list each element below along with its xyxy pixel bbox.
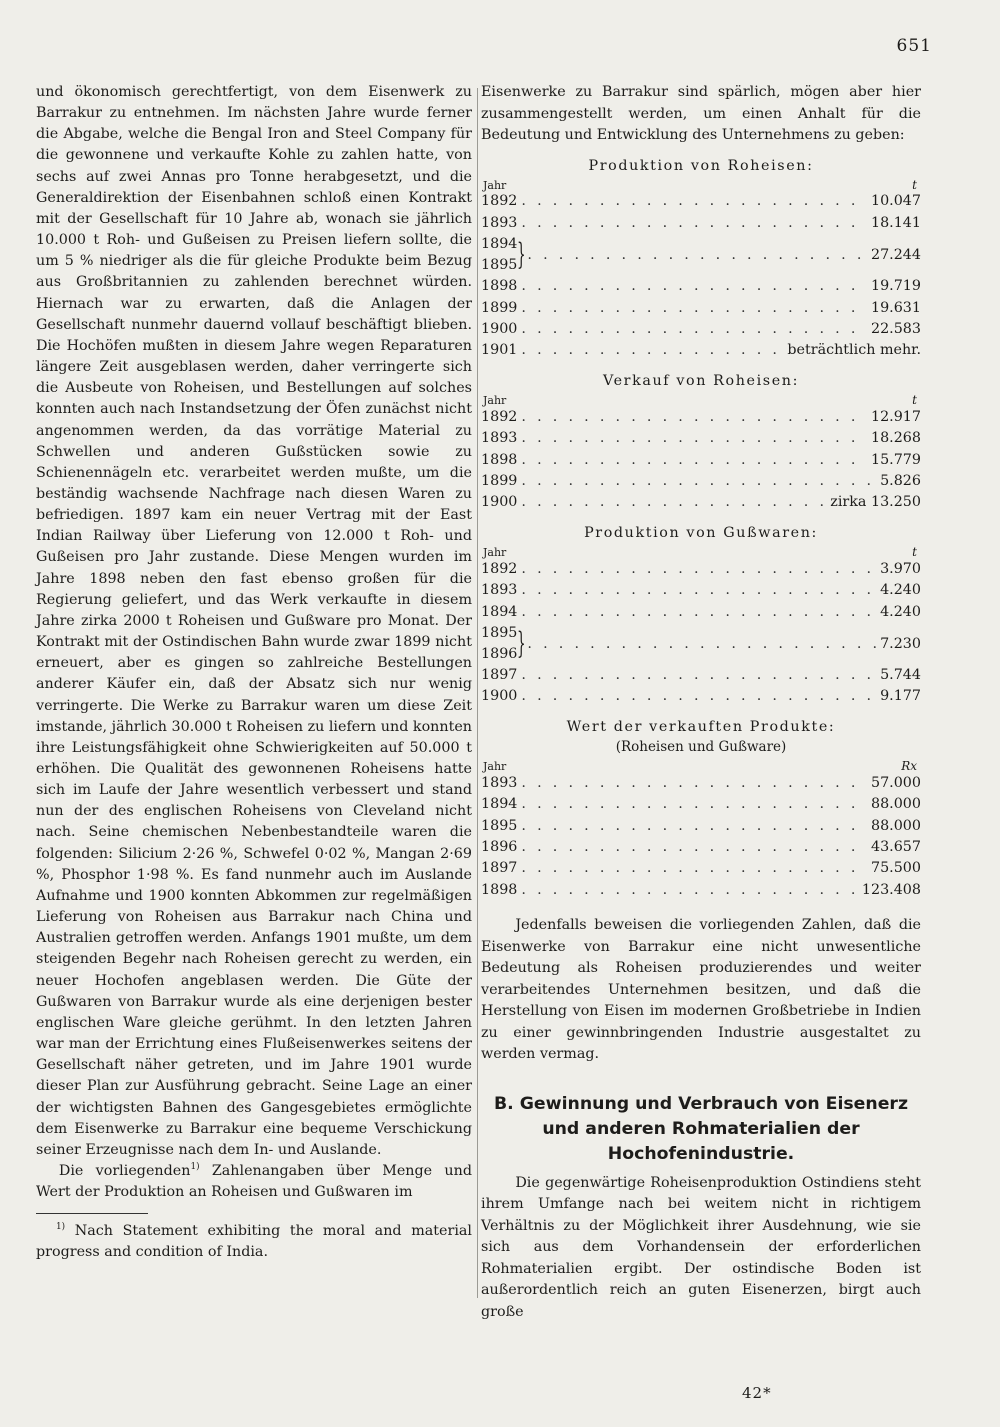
table-title: Verkauf von Roheisen: bbox=[602, 372, 799, 389]
table-title: Produktion von Gußwaren: bbox=[584, 524, 818, 541]
section-heading: B. Gewinnung und Verbrauch von Eisenerz und anderen Rohmaterialien der Hochofenindustrie. bbox=[493, 1093, 909, 1164]
table-row bbox=[481, 471, 921, 492]
row-year: 1895 bbox=[481, 624, 518, 641]
unit-header: Rx bbox=[901, 758, 917, 773]
row-value: 19.631 bbox=[870, 299, 921, 316]
row-year: 1894 bbox=[481, 236, 518, 253]
row-year: 1898 bbox=[481, 451, 518, 468]
row-year: 1900 bbox=[481, 688, 518, 705]
leader-dots bbox=[517, 492, 826, 513]
table-row bbox=[481, 665, 921, 686]
row-value: 5.744 bbox=[880, 666, 921, 683]
footnote bbox=[36, 1221, 472, 1263]
row-year: 1896 bbox=[481, 838, 518, 855]
leader-dots bbox=[517, 298, 867, 319]
row-year: 1896 bbox=[481, 645, 518, 662]
row-years bbox=[481, 234, 517, 276]
footnote-rule bbox=[36, 1213, 148, 1214]
leader-dots bbox=[517, 602, 876, 623]
row-value: 9.177 bbox=[880, 688, 921, 705]
leader-dots bbox=[517, 858, 867, 879]
row-year: 1893 bbox=[481, 774, 518, 791]
table-row bbox=[481, 773, 921, 794]
row-year: 1898 bbox=[481, 278, 518, 295]
row-years bbox=[481, 623, 517, 665]
row-value: 4.240 bbox=[880, 582, 921, 599]
row-year: 1893 bbox=[481, 214, 518, 231]
intro-paragraph: Eisenwerke zu Barrakur sind spärlich, mögen aber hier zusammengestellt werden, um einen Anhalt für die Bedeutung und Entwicklung des Unternehmens zu geben: bbox=[481, 84, 921, 143]
row-value: 88.000 bbox=[870, 796, 921, 813]
row-year: 1899 bbox=[481, 299, 518, 316]
row-value: 57.000 bbox=[870, 774, 921, 791]
table-header bbox=[481, 546, 921, 559]
table-header bbox=[481, 760, 921, 773]
row-value: 12.917 bbox=[870, 408, 921, 425]
table-row bbox=[481, 213, 921, 234]
table-production-castings bbox=[481, 523, 921, 708]
row-year: 1893 bbox=[481, 582, 518, 599]
table-title: Produktion von Roheisen: bbox=[588, 157, 814, 174]
table-value-sold-products bbox=[481, 717, 921, 901]
row-year: 1892 bbox=[481, 193, 518, 210]
row-year: 1897 bbox=[481, 860, 518, 877]
leader-dots bbox=[527, 636, 876, 652]
table-row bbox=[481, 450, 921, 471]
row-value: 5.826 bbox=[880, 473, 921, 489]
table-row bbox=[481, 319, 921, 340]
row-value: 27.244 bbox=[870, 247, 921, 264]
left-column bbox=[36, 82, 472, 1264]
row-value: 123.408 bbox=[861, 881, 921, 898]
year-header: Jahr bbox=[483, 759, 507, 773]
leader-dots bbox=[517, 191, 867, 212]
row-year: 1901 bbox=[481, 342, 518, 359]
leader-dots bbox=[517, 340, 783, 361]
table-row bbox=[481, 276, 921, 297]
row-value: beträchtlich mehr. bbox=[787, 342, 921, 359]
row-value: 88.000 bbox=[870, 817, 921, 834]
row-year: 1893 bbox=[481, 430, 518, 447]
unit-header: t bbox=[912, 177, 917, 192]
table-row bbox=[481, 407, 921, 428]
table-sales-pig-iron bbox=[481, 371, 921, 514]
table-row bbox=[481, 602, 921, 623]
column-divider bbox=[477, 88, 478, 1298]
table-row bbox=[481, 559, 921, 580]
row-year: 1900 bbox=[481, 321, 518, 338]
table-subtitle: (Roheisen und Gußware) bbox=[615, 738, 787, 755]
row-value: 19.719 bbox=[870, 278, 921, 295]
row-value: 10.047 bbox=[870, 193, 921, 210]
row-year: 1895 bbox=[481, 257, 518, 274]
year-header: Jahr bbox=[483, 178, 507, 192]
footnote-reference: 1) bbox=[190, 1162, 200, 1173]
row-value: 3.970 bbox=[880, 560, 921, 577]
row-year: 1894 bbox=[481, 796, 518, 813]
leader-dots bbox=[517, 213, 867, 234]
page-number: 651 bbox=[896, 36, 932, 56]
leader-dots bbox=[517, 319, 867, 340]
body-paragraph-last bbox=[36, 1161, 472, 1203]
row-value: 15.779 bbox=[870, 451, 921, 468]
table-row bbox=[481, 858, 921, 879]
text-span: Die vorliegenden bbox=[58, 1162, 191, 1179]
footnote-text: Nach Statement exhibiting the moral and material progress and condition of India. bbox=[36, 1223, 472, 1261]
table-row-braced bbox=[481, 623, 921, 665]
section-paragraph: Die gegenwärtige Roheisenproduktion Ostindiens steht ihrem Umfange nach bei weitem nicht in richtigem Verhältnis zu der Möglichkeit ihrer Ausdehnung, wie sie sich aus dem Vorhandensein der erforderlichen Rohmaterialien ergibt. Der ostindische Boden ist außerordentlich reich an guten Eisenerzen, birgt auch große bbox=[481, 1174, 921, 1320]
unit-header: t bbox=[912, 544, 917, 559]
right-column bbox=[481, 82, 921, 1323]
leader-dots bbox=[517, 450, 867, 471]
row-value: 4.240 bbox=[880, 603, 921, 620]
table-row bbox=[481, 492, 921, 513]
table-title: Wert der verkauften Produkte: bbox=[566, 718, 836, 735]
table-row bbox=[481, 192, 921, 213]
text-span: Zahlenangaben über Menge und Wert der Produktion an Roheisen und Gußwaren im bbox=[36, 1162, 472, 1201]
row-year: 1899 bbox=[481, 473, 518, 489]
leader-dots bbox=[517, 794, 867, 815]
brace-icon: } bbox=[517, 625, 526, 661]
table-row bbox=[481, 428, 921, 449]
table-row bbox=[481, 340, 921, 361]
summary-paragraph: Jedenfalls beweisen die vorliegenden Zahlen, daß die Eisenwerke von Barrakur eine nicht unwesentliche Bedeutung als Roheisen produzierendes und weiter verarbeitendes Unternehmen besitzen, und daß die Herstellung von Eisen im modernen Großbetriebe in Indien zu einer gewinnbringenden Industrie ausgestaltet zu werden vermag. bbox=[481, 917, 921, 1063]
row-value: 22.583 bbox=[870, 321, 921, 338]
row-value: 18.268 bbox=[870, 430, 921, 447]
leader-dots bbox=[517, 471, 876, 492]
row-value: 7.230 bbox=[880, 635, 921, 652]
table-row bbox=[481, 580, 921, 601]
table-header bbox=[481, 179, 921, 192]
leader-dots bbox=[517, 686, 876, 707]
table-row bbox=[481, 298, 921, 319]
leader-dots bbox=[517, 773, 867, 794]
row-year: 1898 bbox=[481, 881, 518, 898]
row-value: 18.141 bbox=[870, 214, 921, 231]
table-row bbox=[481, 686, 921, 707]
leader-dots bbox=[517, 837, 867, 858]
leader-dots bbox=[517, 580, 876, 601]
leader-dots bbox=[517, 428, 867, 449]
leader-dots bbox=[517, 407, 867, 428]
table-row bbox=[481, 794, 921, 815]
year-header: Jahr bbox=[483, 393, 507, 407]
row-year: 1897 bbox=[481, 666, 518, 683]
leader-dots bbox=[517, 559, 876, 580]
body-paragraph: und ökonomisch gerechtfertigt, von dem Eisenwerk zu Barrakur zu entnehmen. Im nächsten Jahre wurde ferner die Abgabe, welche die Bengal Iron and Steel Company für die gewonnene und verkaufte Kohle zu zahlen hatte, von sechs auf zwei Annas pro Tonne herabgesetzt, und die Generaldirektion der Eisenbahnen schloß einen Kontrakt mit der Gesellschaft für 10 Jahre ab, wonach sie jährlich 10.000 t Roh- und Gußeisen zu Preisen liefern sollte, die um 5 % niedriger als die für gleiche Produkte beim Bezug aus Großbritannien zu zahlenden berechnet würden. Hiernach war zu erwarten, daß die Anlagen der Gesellschaft nunmehr dauernd vollauf beschäftigt blieben. Die Hochöfen mußten in diesem Jahre wegen Reparaturen längere Zeit ausgeblasen werden, daher verringerte sich die Ausbeute von Roheisen, und Bestellungen auf solches konnten auch nach Instandsetzung der Öfen zunächst nicht angenommen werden, da das vorrätige Material zu Schwellen und anderen Gußstücken sowie zu Schienennägeln etc. verarbeitet werden mußte, um die beständig wachsende Nachfrage nach diesen Waren zu befriedigen. 1897 kam ein neuer Vertrag mit der East Indian Railway über Lieferung von 12.000 t Roh- und Gußeisen pro Jahr zustande. Diese Mengen wurden im Jahre 1898 neben den fast ebenso großen für die Regierung geliefert, und das Werk verkaufte in diesem Jahre zirka 2000 t Roheisen und Gußware pro Monat. Der Kontrakt mit der Ostindischen Bahn wurde zwar 1899 nicht erneuert, aber es gingen so zahlreiche Bestellungen anderer Käufer ein, daß der Absatz sich nur wenig verringerte. Die Werke zu Barrakur waren um diese Zeit imstande, jährlich 30.000 t Roheisen zu liefern und konnten ihre Leistungsfähigkeit ohne Schwierigkeiten auf 50.000 t erhöhen. Die Qualität des gewonnenen Roheisens hatte sich im Laufe der Jahre wesentlich verbessert und stand nun der des englischen Roheisens von Cleveland nicht nach. Seine chemischen Nebenbestandteile waren die folgenden: Silicium 2·26 %, Schwefel 0·02 %, Mangan 2·69 %, Phosphor 1·98 %. Es fand nunmehr auch im Auslande Aufnahme und 1900 konnten Abkommen zur regelmäßigen Lieferung von Roheisen aus Barrakur nach China und Australien getroffen werden. Anfangs 1901 mußte, um dem steigenden Begehr nach Roheisen gerecht zu werden, ein neuer Hochofen angeblasen werden. Die Güte der Gußwaren von Barrakur wurde als eine derjenigen bester englischen Ware gleiche gerühmt. In den letzten Jahren war man der Errichtung eines Flußeisenwerkes seitens der Gesellschaft näher getreten, und im Jahre 1901 wurde dieser Plan zur Ausführung gebracht. Seine Lage an einer der wichtigsten Bahnen des Gangesgebietes ermöglichte dem Eisenwerke zu Barrakur eine bequeme Verschickung seiner Erzeugnisse nach dem In- und Auslande. bbox=[36, 84, 473, 1158]
brace-icon: } bbox=[517, 237, 526, 273]
table-production-pig-iron bbox=[481, 156, 921, 362]
unit-header: t bbox=[912, 392, 917, 407]
row-year: 1892 bbox=[481, 560, 518, 577]
row-year: 1900 bbox=[481, 494, 518, 511]
table-row-braced bbox=[481, 234, 921, 276]
signature-mark: 42* bbox=[742, 1384, 772, 1402]
row-value: zirka 13.250 bbox=[830, 494, 921, 511]
row-value: 43.657 bbox=[870, 838, 921, 855]
leader-dots bbox=[517, 880, 857, 901]
year-header: Jahr bbox=[483, 545, 507, 559]
leader-dots bbox=[517, 665, 876, 686]
leader-dots bbox=[517, 276, 867, 297]
table-row bbox=[481, 816, 921, 837]
table-row bbox=[481, 837, 921, 858]
table-header bbox=[481, 394, 921, 407]
table-row bbox=[481, 880, 921, 901]
row-year: 1892 bbox=[481, 408, 518, 425]
footnote-marker: 1) bbox=[56, 1222, 66, 1233]
leader-dots bbox=[527, 247, 867, 263]
row-year: 1894 bbox=[481, 603, 518, 620]
row-value: 75.500 bbox=[870, 860, 921, 877]
leader-dots bbox=[517, 816, 867, 837]
row-year: 1895 bbox=[481, 817, 518, 834]
